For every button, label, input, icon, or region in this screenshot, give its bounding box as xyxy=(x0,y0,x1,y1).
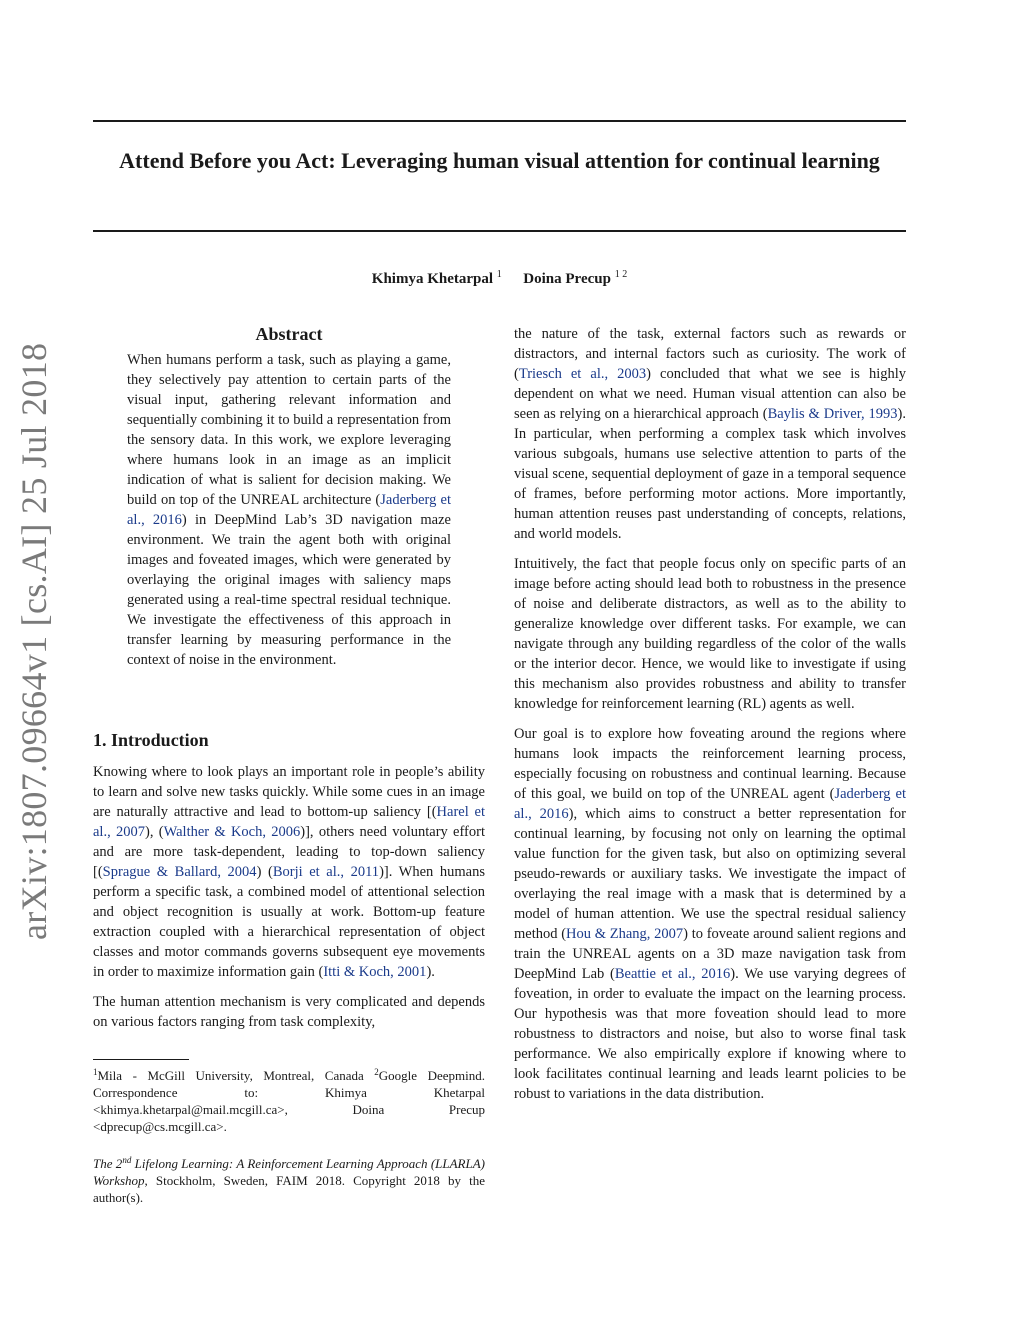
citation-link[interactable]: Itti & Koch, 2001 xyxy=(323,964,427,980)
author-list xyxy=(93,265,906,289)
paragraph: The human attention mechanism is very complicated and depends on various factors ranging from task complexity, xyxy=(93,994,485,1030)
citation-link[interactable]: Triesch et al., 2003 xyxy=(518,366,647,382)
footnote: $^1$Mila - McGill University, Montreal, Canada $^2$Google Deepmind. Correspondence to: Khimya Khetarpal <khimya.khetarpal@mail.mcgill.ca>, Doina Precup <dprecup@cs.mcgill.ca>. The 2nd Lifelong Learning: A Reinforcement Learning Approach (LLARLA) Workshop, Stockholm, Sweden, FAIM 2018. Copyright 2018 by the author(s). xyxy=(93,1067,485,1205)
abstract-text: When humans perform a task, such as playing a game, they selectively pay attention to certain parts of the visual input, gathering relevant information and sequentially combining it to build a representation from the sensory data. In this work, we explore leveraging where humans look in an image as an implicit indication of what is salient for decision making. We build on top of the UNREAL architecture (Jaderberg et al., 2016) in DeepMind Lab’s 3D navigation maze environment. We train the agent both with original images and foveated images, which were generated by overlaying the original images with saliency maps generated using a real-time spectral residual technique. We investigate the effectiveness of this approach in transfer learning by measuring performance in the context of noise in the environment. xyxy=(127,352,451,668)
section-heading-introduction: 1. Introduction xyxy=(93,730,209,750)
paragraph: Intuitively, the fact that people focus only on specific parts of an image before acting should lead both to robustness in the presence of noise and deliberate distractors, as well as to the ability to generalize knowledge over different tasks. For example, we can navigate through any building regardless of the color of the walls or the interior decor. Hence, we would like to investigate if using this mechanism also provides robustness and ability to transfer knowledge for reinforcement learning (RL) agents as well. xyxy=(514,556,906,712)
title-top-rule xyxy=(93,120,906,122)
citation-link[interactable]: Borji et al., 2011 xyxy=(272,864,380,880)
author-name: Doina Precup xyxy=(523,271,611,287)
citation-link[interactable]: Walther & Koch, 2006 xyxy=(163,824,301,840)
right-column-text xyxy=(514,324,906,1114)
citation-link[interactable]: Harel et al., 2007 xyxy=(93,804,485,840)
citation-link[interactable]: Hou & Zhang, 2007 xyxy=(566,926,684,942)
citation-link[interactable]: Sprague & Ballard, 2004 xyxy=(102,864,257,880)
paragraph: Knowing where to look plays an important role in people’s ability to learn and solve new tasks quickly. While some cues in an image are naturally attractive and lead to bottom-up saliency [(Harel et al., 2007), (Walther & Koch, 2006)], others need voluntary effort and are more task-dependent, leading to top-down saliency [(Sprague & Ballard, 2004) (Borji et al., 2011)]. When humans perform a specific task, a combined model of attentional selection and object recognition is usually at work. Bottom-up feature extraction coupled with a hierarchical representation of object classes and motor commands governs subsequent eye movements in order to maximize information gain (Itti & Koch, 2001). xyxy=(93,764,485,980)
arxiv-stamp: arXiv:1807.09664v1 [cs.AI] 25 Jul 2018 xyxy=(14,342,54,940)
paper-title: Attend Before you Act: Leveraging human visual attention for continual learning xyxy=(119,148,880,173)
citation-link[interactable]: Jaderberg et al., 2016 xyxy=(514,786,906,822)
citation-link[interactable]: Baylis & Driver, 1993 xyxy=(767,406,898,422)
author-affiliation: 1 xyxy=(496,269,502,280)
citation-link[interactable]: Beattie et al., 2016 xyxy=(614,966,731,982)
paragraph: Our goal is to explore how foveating around the regions where humans look impacts the reinforcement learning process, especially focusing on robustness and continual learning. Because of this goal, we build on top of the UNREAL agent (Jaderberg et al., 2016), which aims to construct a better representation for continual learning, by focusing not only on learning the optimal value function for the given task, but also on optimizing several pseudo-rewards or auxiliary tasks. We investigate the impact of overlaying the real image with a mask that is determined by a model of human attention. We use the spectral residual saliency method (Hou & Zhang, 2007) to foveate around salient regions and train the UNREAL agents on a 3D maze navigation task from DeepMind Lab (Beattie et al., 2016). We use varying degrees of foveation, in order to evaluate the impact on the learning process. Our hypothesis was that more foveation should lead to more robustness to distractors and noise, but also to worse final task performance. We also empirically explore if knowing where to look facilitates continual learning and leads learnt policies to be robust to variations in the data distribution. xyxy=(514,726,907,1102)
paragraph: the nature of the task, external factors such as rewards or distractors, and internal factors such as curiosity. The work of (Triesch et al., 2003) concluded that what we see is highly dependent on what we need. Human visual attention can also be seen as relying on a hierarchical approach (Baylis & Driver, 1993). In particular, when performing a complex task which involves various subgoals, humans use selective attention to parts of the visual scene, sequential deployment of gaze in a temporal sequence of frames, before performing motor actions. More importantly, human attention reuses past understanding of concepts, relations, and world models. xyxy=(514,326,906,542)
citation-link[interactable]: Jaderberg et al., 2016 xyxy=(127,492,451,528)
left-column-text xyxy=(93,762,485,1042)
title-bottom-rule xyxy=(93,230,906,232)
author-name: Khimya Khetarpal xyxy=(371,271,494,287)
abstract-heading: Abstract xyxy=(255,324,323,344)
footnote-rule xyxy=(93,1059,189,1060)
author-affiliation: 1 2 xyxy=(614,269,628,280)
